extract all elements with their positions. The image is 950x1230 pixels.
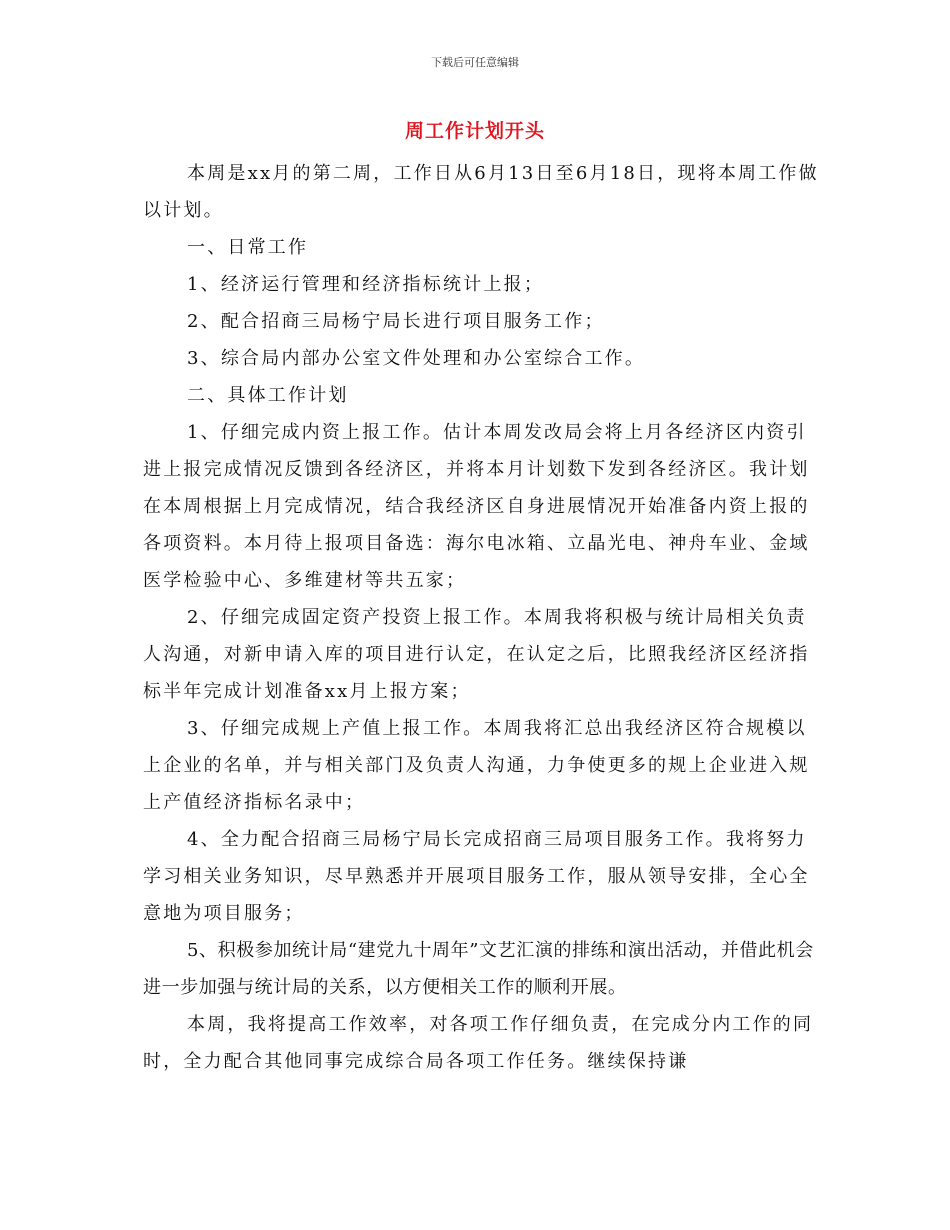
paragraph-closing: 本周，我将提高工作效率，对各项工作仔细负责，在完成分内工作的同时，全力配合其他同事完成综合局各项工作任务。继续保持谦 xyxy=(143,1014,814,1072)
document-body xyxy=(143,155,823,1080)
list-item-plan-4: 4、全力配合招商三局杨宁局长完成招商三局项目服务工作。我将努力学习相关业务知识，尽早熟悉并开展项目服务工作，服从领导安排，全心全意地为项目服务； xyxy=(143,829,810,924)
list-item-plan-3: 3、仔细完成规上产值上报工作。本周我将汇总出我经济区符合规模以上企业的名单，并与相关部门及负责人沟通，力争使更多的规上企业进入规上产值经济指标名录中； xyxy=(143,718,810,813)
list-item-daily-1: 1、经济运行管理和经济指标统计上报； xyxy=(187,274,545,295)
page-header-note: 下载后可任意编辑 xyxy=(431,56,519,69)
section-heading-daily-work: 一、日常工作 xyxy=(187,237,309,258)
paragraph-intro: 本周是xx月的第二周，工作日从6月13日至6月18日，现将本周工作做以计划。 xyxy=(143,163,819,221)
list-item-plan-1: 1、仔细完成内资上报工作。估计本周发改局会将上月各经济区内资引进上报完成情况反馈到各经济区，并将本月计划数下发到各经济区。我计划在本周根据上月完成情况，结合我经济区自身进展情况开始准备内资上报的各项资料。本月待上报项目备选：海尔电冰箱、立晶光电、神舟车业、金域医学检验中心、多维建材等共五家； xyxy=(143,422,810,591)
list-item-plan-2: 2、仔细完成固定资产投资上报工作。本周我将积极与统计局相关负责人沟通，对新申请入库的项目进行认定，在认定之后，比照我经济区经济指标半年完成计划准备xx月上报方案； xyxy=(143,607,810,702)
section-heading-plan: 二、具体工作计划 xyxy=(187,385,349,406)
list-item-plan-5: 5、积极参加统计局“建党九十周年”文艺汇演的排练和演出活动，并借此机会进一步加强与统计局的关系，以方便相关工作的顺利开展。 xyxy=(143,940,814,998)
document-title: 周工作计划开头 xyxy=(404,120,545,142)
list-item-daily-3: 3、综合局内部办公室文件处理和办公室综合工作。 xyxy=(187,348,646,369)
list-item-daily-2: 2、配合招商三局杨宁局长进行项目服务工作； xyxy=(187,311,605,332)
